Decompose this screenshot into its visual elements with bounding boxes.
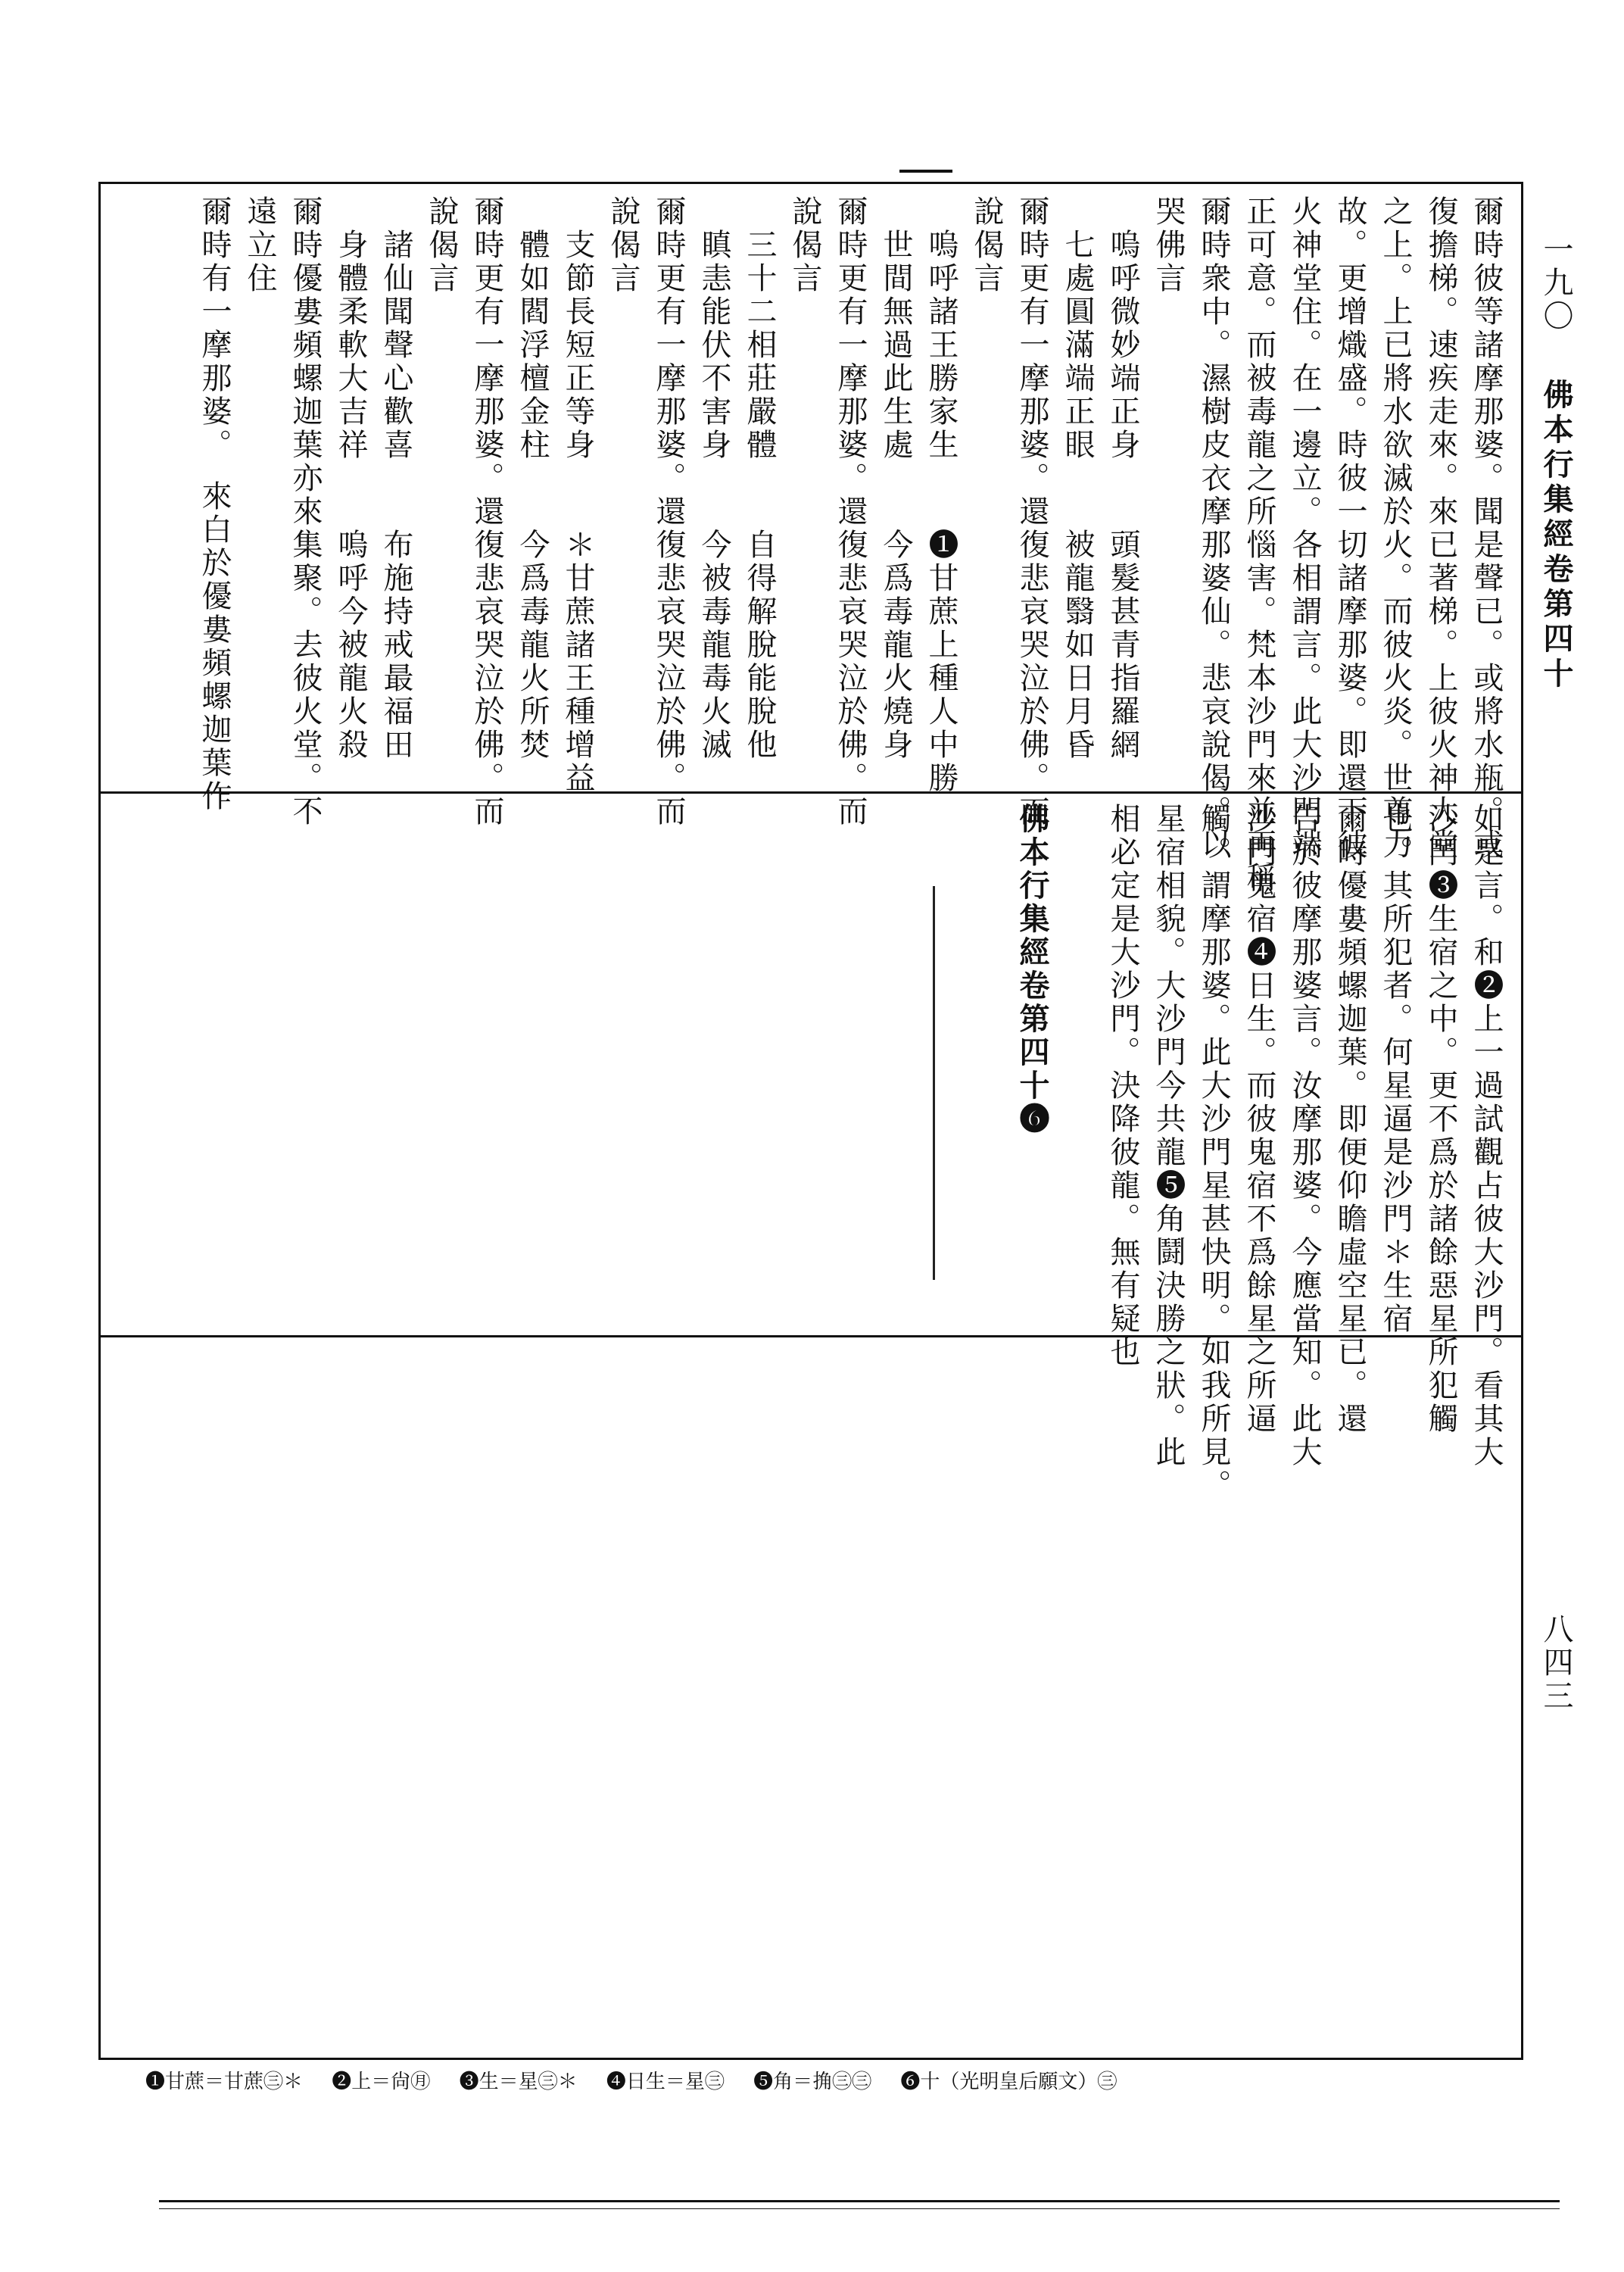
text-column: 故。更增熾盛。時彼一切諸摩那婆。即還下彼 xyxy=(1333,195,1367,862)
verse-column: 體如閻浮檀金柱 今爲毒龍火所焚 xyxy=(515,195,550,762)
verse-column: 支節長短正等身 ＊甘蔗諸王種增益 xyxy=(560,195,595,795)
text-column: 爾時衆中。濕樹皮衣摩那婆仙。悲哀說偈。以 xyxy=(1196,195,1231,862)
chapter-end-title: 佛本行集經卷第四十❻ xyxy=(1015,803,1050,1136)
verse-column: 諸仙聞聲心歡喜 布施持戒最福田 xyxy=(379,195,413,762)
text-column: 說偈言 xyxy=(787,195,822,295)
footnote: ❷上＝尙㊊ xyxy=(332,2071,431,2093)
text-column: 爾時更有一摩那婆。還復悲哀哭泣於佛。而 xyxy=(651,195,686,829)
text-column: 也。其所犯者。何星逼是沙門＊生宿 xyxy=(1378,803,1413,1336)
running-title: 佛本行集經卷第四十 xyxy=(1538,379,1574,692)
verse-column: 瞋恚能伏不害身 今被毒龍毒火滅 xyxy=(697,195,731,762)
text-column: 爾時更有一摩那婆。還復悲哀哭泣於佛。而 xyxy=(1015,195,1049,829)
text-column: 星宿相貌。大沙門今共龍❺角鬪決勝之狀。此 xyxy=(1151,803,1186,1469)
text-column: 爾時更有一摩那婆。還復悲哀哭泣於佛。而 xyxy=(469,195,504,829)
text-column: 遠立住 xyxy=(242,195,277,295)
column-break-line xyxy=(933,886,935,1280)
footnotes xyxy=(145,2066,1508,2094)
top-tick xyxy=(899,170,952,173)
text-column: 爾時彼等諸摩那婆。聞是聲已。或將水瓶。或 xyxy=(1469,195,1504,862)
footnote: ❹日生＝星㊂ xyxy=(606,2071,725,2093)
text-column: 哭佛言 xyxy=(1151,195,1186,295)
text-column: 告於彼摩那婆言。汝摩那婆。今應當知。此大 xyxy=(1287,803,1322,1469)
text-column: 爾時優婁頻螺迦葉。即便仰瞻虛空星已。還 xyxy=(1333,803,1367,1436)
footnote: ❺角＝捔㊂㊂ xyxy=(753,2071,872,2093)
verse-column: 身體柔軟大吉祥 嗚呼今被龍火殺 xyxy=(333,195,368,762)
side-page-mark: 八四三 xyxy=(1538,1613,1573,1713)
bottom-rule-thin xyxy=(159,2208,1560,2209)
bottom-rule-thick xyxy=(159,2200,1560,2202)
verse-column: 世間無過此生處 今爲毒龍火燒身 xyxy=(878,195,913,762)
text-column: 說偈言 xyxy=(424,195,459,295)
text-column: 沙門鬼宿❹日生。而彼鬼宿不爲餘星之所逼 xyxy=(1242,803,1276,1436)
verse-column: 嗚呼諸王勝家生 ❶甘蔗上種人中勝 xyxy=(924,195,959,795)
text-column: 正可意。而被毒龍之所惱害。梵本沙門來並再稱 xyxy=(1242,195,1276,895)
text-column: 復擔梯。速疾走來。來已著梯。上彼火神大堂 xyxy=(1423,195,1458,862)
text-column: 觸。謂摩那婆。此大沙門星甚快明。如我所見。 xyxy=(1196,803,1231,1503)
text-column: 如是言。和❷上一過試觀占彼大沙門。看其大 xyxy=(1469,803,1504,1469)
text-column: 爾時優婁頻螺迦葉亦來集聚。去彼火堂。不 xyxy=(288,195,323,829)
page-number: 一九〇 xyxy=(1538,233,1573,333)
text-column: 相必定是大沙門。決降彼龍。無有疑也 xyxy=(1105,803,1140,1369)
text-column: 說偈言 xyxy=(969,195,1004,295)
footnote: ❻十（光明皇后願文）㊂ xyxy=(900,2071,1117,2093)
footnote: ❸生＝星㊂＊ xyxy=(459,2071,578,2093)
verse-column: 三十二相莊嚴體 自得解脫能脫他 xyxy=(742,195,777,762)
text-column: 火神堂住。在一邊立。各相謂言。此大沙門端 xyxy=(1287,195,1322,862)
verse-column: 七處圓滿端正眼 被龍翳如日月昏 xyxy=(1060,195,1095,762)
footnote: ❶甘蔗＝甘蔗㊂＊ xyxy=(145,2071,304,2093)
text-column: 之上。上已將水欲滅於火。而彼火炎。世尊力 xyxy=(1378,195,1413,862)
text-column: 爾時有一摩那婆。 來白於優婁頻螺迦葉作 xyxy=(197,195,232,813)
verse-column: 嗚呼微妙端正身 頭髮甚青指羅網 xyxy=(1105,195,1140,762)
text-column: 沙門❸生宿之中。更不爲於諸餘惡星所犯觸 xyxy=(1423,803,1458,1436)
text-column: 爾時更有一摩那婆。還復悲哀哭泣於佛。而 xyxy=(833,195,868,829)
text-column: 說偈言 xyxy=(606,195,641,295)
